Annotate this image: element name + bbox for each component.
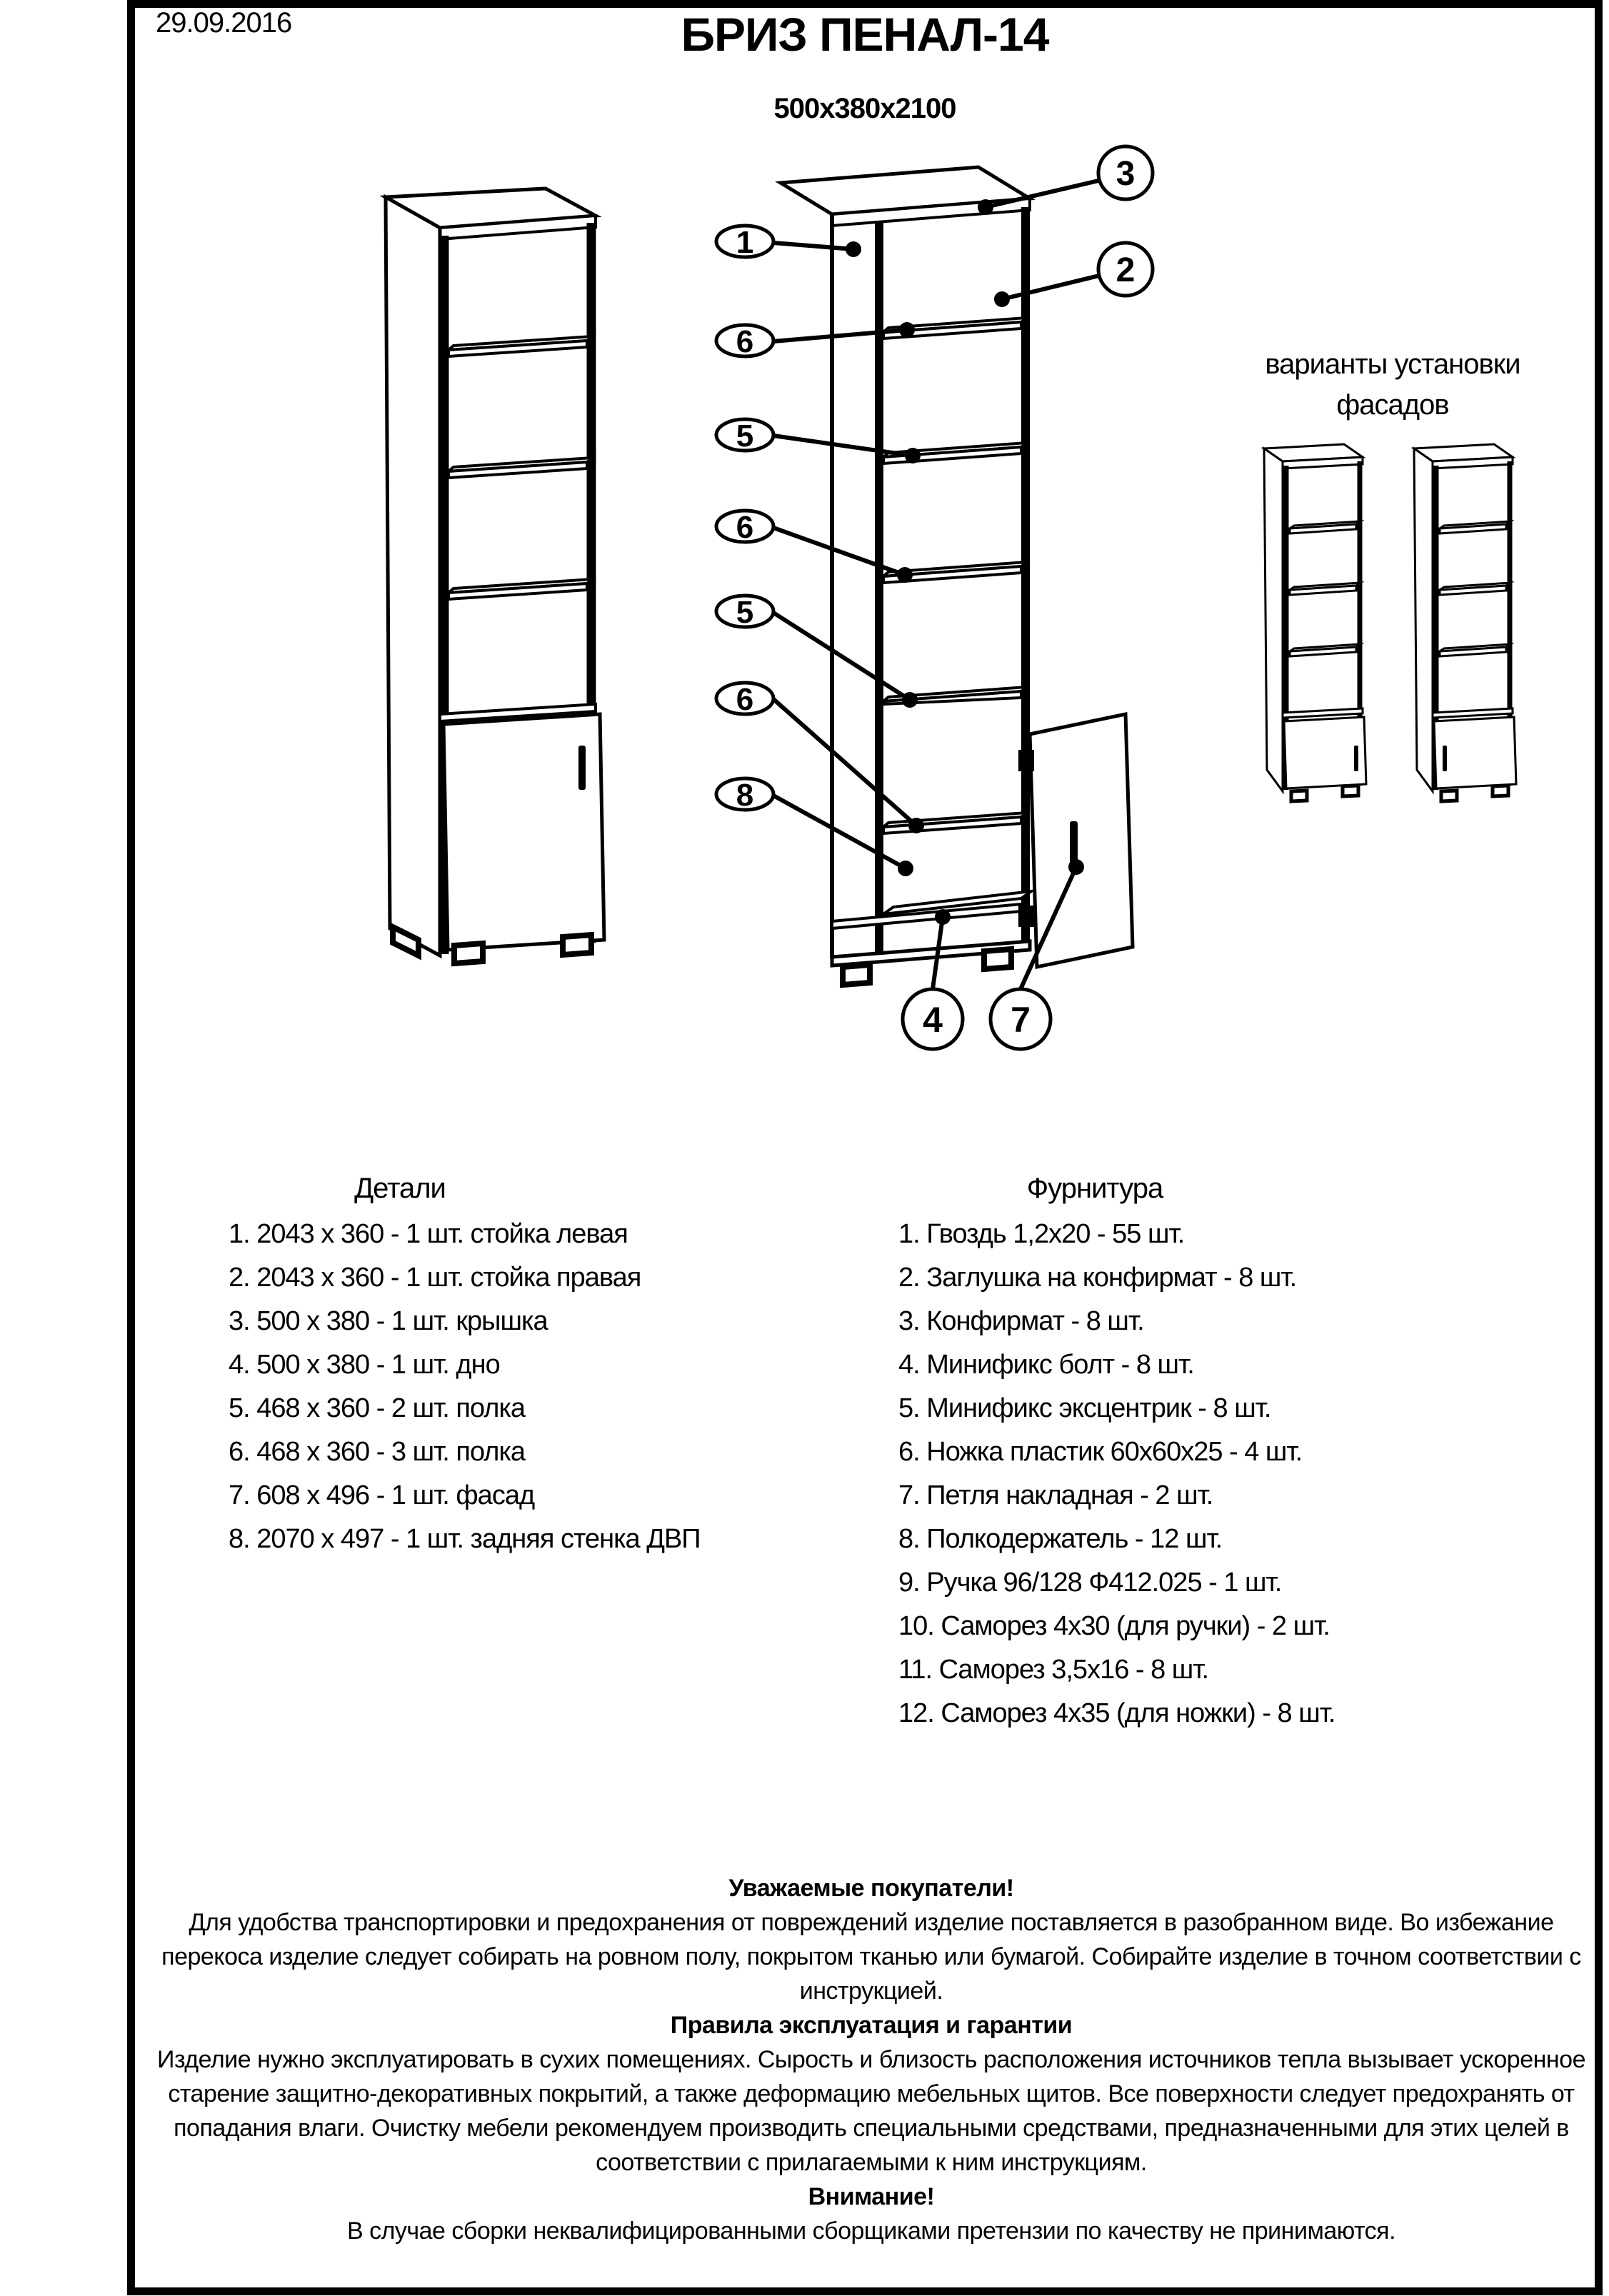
hardware-list-item: 12. Саморез 4х35 (для ножки) - 8 шт. — [898, 1698, 1335, 1728]
callout-6a: 6 — [736, 324, 754, 359]
callout-7: 7 — [1011, 1000, 1031, 1040]
cabinet-open-door — [1018, 714, 1133, 967]
hinge-bottom — [1018, 906, 1034, 927]
parts-list-item: 3. 500 х 380 - 1 шт. крышка — [229, 1306, 548, 1336]
parts-list-item: 6. 468 х 360 - 3 шт. полка — [229, 1437, 526, 1467]
parts-list-heading: Детали — [354, 1173, 446, 1204]
callout-6c: 6 — [736, 682, 754, 717]
door-handle-left — [1443, 746, 1447, 771]
callout-1: 1 — [736, 225, 754, 260]
notes-paragraph-care: Изделие нужно эксплуатировать в сухих помещениях. Сырость и близость расположения источников тепла вызывает ускоренное старение защитно-декоративных покрытий, а также деформацию мебельных щитов. Все поверхности следует предохранять от попадания влаги. Очистку мебели рекомендуем производить специальными средствами, предназначенными для этих целей в соответствии с прилагаемыми к ним инструкциям. — [157, 2046, 1585, 2176]
hardware-list-heading: Фурнитура — [1026, 1173, 1163, 1204]
variant-cabinet-left — [1264, 444, 1366, 801]
cabinet-assembled-drawing — [377, 180, 613, 976]
door-handle-right — [1354, 746, 1358, 771]
hardware-list-item: 7. Петля накладная - 2 шт. — [898, 1480, 1213, 1510]
hardware-list-item: 1. Гвоздь 1,2х20 - 55 шт. — [898, 1219, 1185, 1249]
hardware-list-item: 2. Заглушка на конфирмат - 8 шт. — [898, 1263, 1297, 1293]
hardware-list-item: 8. Полкодержатель - 12 шт. — [898, 1524, 1223, 1554]
callout-3: 3 — [1116, 155, 1136, 193]
callout-5b: 5 — [736, 595, 754, 630]
facade-variants-heading-line1: варианты установки — [1265, 349, 1520, 380]
hinge-top — [1018, 750, 1034, 771]
hardware-list — [898, 1213, 1335, 1735]
cabinet-exploded-drawing — [700, 136, 1171, 1057]
parts-list-item: 5. 468 х 360 - 2 шт. полка — [229, 1393, 526, 1423]
parts-list-item: 1. 2043 х 360 - 1 шт. стойка левая — [229, 1219, 628, 1249]
hardware-list-item: 4. Минификс болт - 8 шт. — [898, 1350, 1194, 1380]
door-handle — [578, 746, 586, 790]
notes-paragraph-transport: Для удобства транспортировки и предохранения от повреждений изделие поставляется в разобранном виде. Во избежание перекоса изделие следует собирать на ровном полу, покрытом тканью или бумагой. Собирайте изделие в точном соответствии с инструкцией. — [161, 1909, 1581, 2005]
callout-4: 4 — [923, 1000, 943, 1040]
cabinet-door — [443, 714, 604, 950]
callout-2: 2 — [1116, 251, 1136, 289]
product-dimensions: 500х380х2100 — [773, 93, 956, 124]
hardware-list-item: 9. Ручка 96/128 Ф412.025 - 1 шт. — [898, 1568, 1282, 1598]
callout-6b: 6 — [736, 510, 754, 545]
facade-variants-heading-line2: фасадов — [1336, 389, 1449, 421]
hardware-list-item: 5. Минификс эксцентрик - 8 шт. — [898, 1393, 1271, 1423]
page-title: БРИЗ ПЕНАЛ-14 — [681, 8, 1049, 61]
callout-8: 8 — [736, 778, 754, 813]
facade-variants-heading — [1214, 344, 1571, 426]
facade-variants-drawing — [1214, 428, 1571, 814]
notes-heading-rules: Правила эксплуатация и гарантии — [670, 2012, 1073, 2039]
cabinet-shelves — [832, 318, 1031, 928]
cabinet-shelves — [440, 336, 596, 721]
callout-5a: 5 — [736, 418, 754, 453]
customer-notes — [143, 1871, 1600, 2248]
hardware-list-item: 10. Саморез 4х30 (для ручки) - 2 шт. — [898, 1611, 1330, 1641]
parts-list — [229, 1213, 701, 1561]
hardware-list-item: 3. Конфирмат - 8 шт. — [898, 1306, 1144, 1336]
parts-list-item: 4. 500 х 380 - 1 шт. дно — [229, 1350, 500, 1380]
parts-list-item: 2. 2043 х 360 - 1 шт. стойка правая — [229, 1263, 641, 1293]
parts-list-item: 7. 608 х 496 - 1 шт. фасад — [229, 1480, 535, 1510]
notes-paragraph-warranty: В случае сборки неквалифицированными сборщиками претензии по качеству не принимаются. — [346, 2217, 1396, 2245]
notes-heading-attention: Внимание! — [808, 2183, 935, 2210]
hardware-list-item: 6. Ножка пластик 60х60х25 - 4 шт. — [898, 1437, 1303, 1467]
variant-cabinet-right — [1414, 444, 1516, 801]
document-date: 29.09.2016 — [156, 7, 292, 39]
parts-list-item: 8. 2070 х 497 - 1 шт. задняя стенка ДВП — [229, 1524, 701, 1554]
notes-heading-customers: Уважаемые покупатели! — [728, 1875, 1014, 1902]
hardware-list-item: 11. Саморез 3,5х16 - 8 шт. — [898, 1655, 1209, 1685]
